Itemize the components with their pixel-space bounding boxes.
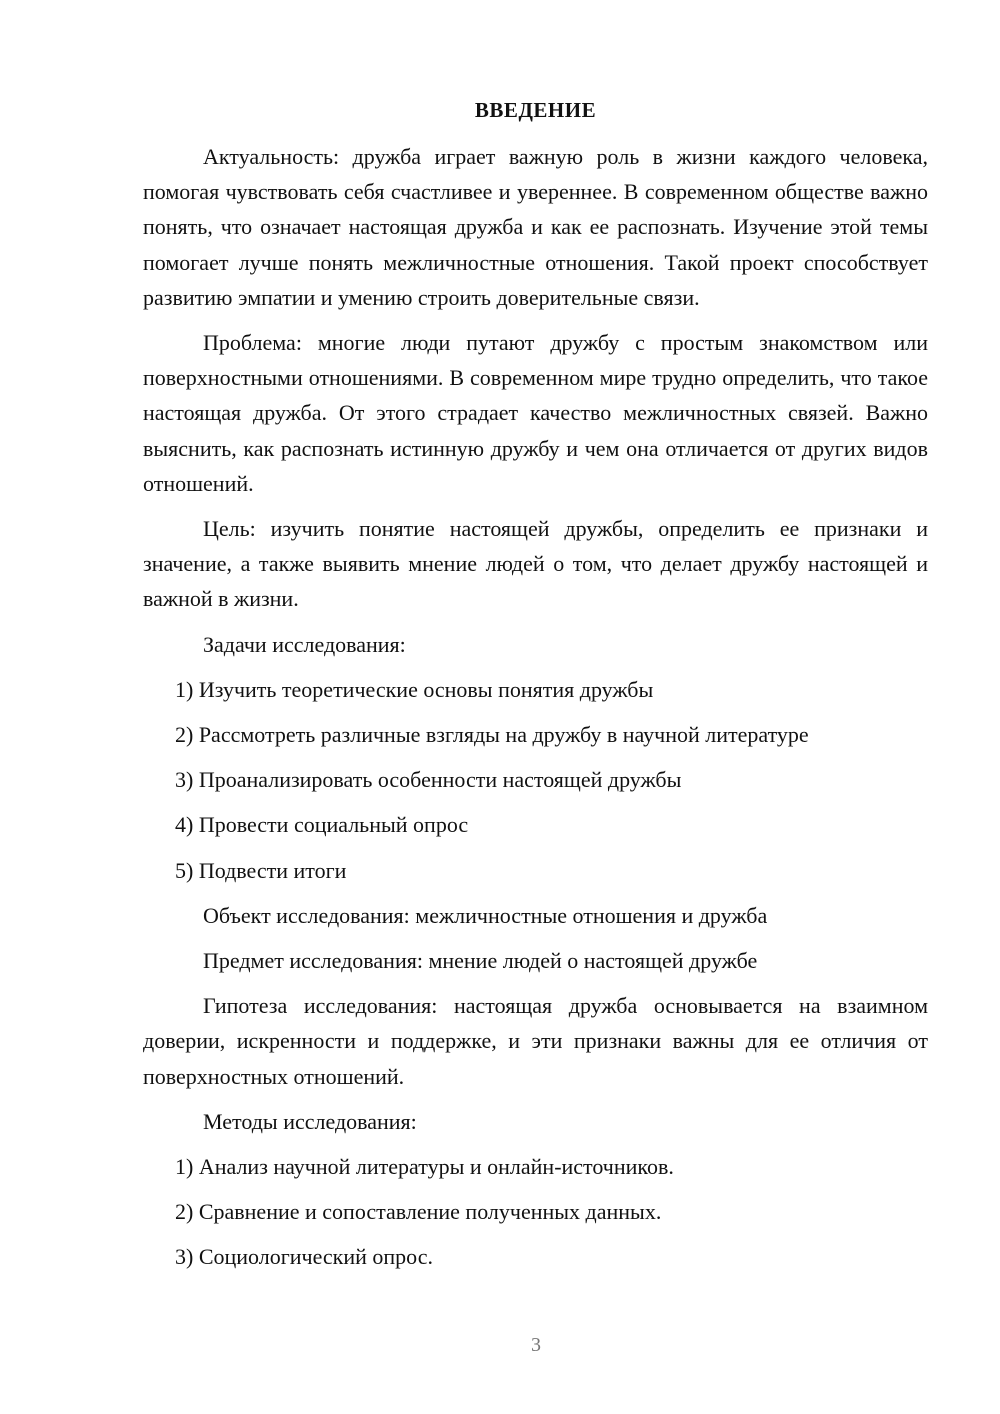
task-item: 3) Проанализировать особенности настоящей дружбы	[175, 767, 682, 793]
method-item: 1) Анализ научной литературы и онлайн-источников.	[175, 1154, 674, 1180]
tasks-list	[143, 672, 928, 888]
task-item: 4) Провести социальный опрос	[175, 812, 469, 838]
method-item: 3) Социологический опрос.	[175, 1244, 433, 1270]
problem-paragraph: Проблема: многие люди путают дружбу с простым знакомством или поверхностными отношениями. В современном мире трудно определить, что такое настоящая дружба. От этого страдает качество межличностных связей. Важно выяснить, как распознать истинную дружбу и чем она отличается от других видов отношений.	[143, 330, 928, 496]
page-title: ВВЕДЕНИЕ	[474, 98, 597, 122]
goal-paragraph: Цель: изучить понятие настоящей дружбы, определить ее признаки и значение, а также выявить мнение людей о том, что делает дружбу настоящей и важной в жизни.	[143, 516, 928, 612]
subject-line: Предмет исследования: мнение людей о настоящей дружбе	[203, 948, 758, 974]
tasks-heading: Задачи исследования:	[203, 631, 406, 657]
page-number: 3	[531, 1334, 541, 1356]
document-page	[143, 95, 928, 1285]
task-item: 1) Изучить теоретические основы понятия дружбы	[175, 676, 654, 702]
object-line: Объект исследования: межличностные отношения и дружба	[203, 902, 768, 928]
relevance-paragraph: Актуальность: дружба играет важную роль в жизни каждого человека, помогая чувствовать себя счастливее и увереннее. В современном обществе важно понять, что означает настоящая дружба и как ее распознать. Изучение этой темы помогает лучше понять межличностные отношения. Такой проект способствует развитию эмпатии и умению строить доверительные связи.	[143, 144, 928, 310]
method-item: 2) Сравнение и сопоставление полученных данных.	[175, 1199, 662, 1225]
methods-list	[143, 1149, 928, 1275]
methods-heading: Методы исследования:	[203, 1108, 417, 1134]
hypothesis-paragraph: Гипотеза исследования: настоящая дружба основывается на взаимном доверии, искренности и поддержке, и эти признаки важны для ее отличия от поверхностных отношений.	[143, 993, 928, 1089]
task-item: 5) Подвести итоги	[175, 857, 347, 883]
task-item: 2) Рассмотреть различные взгляды на дружбу в научной литературе	[175, 722, 809, 748]
